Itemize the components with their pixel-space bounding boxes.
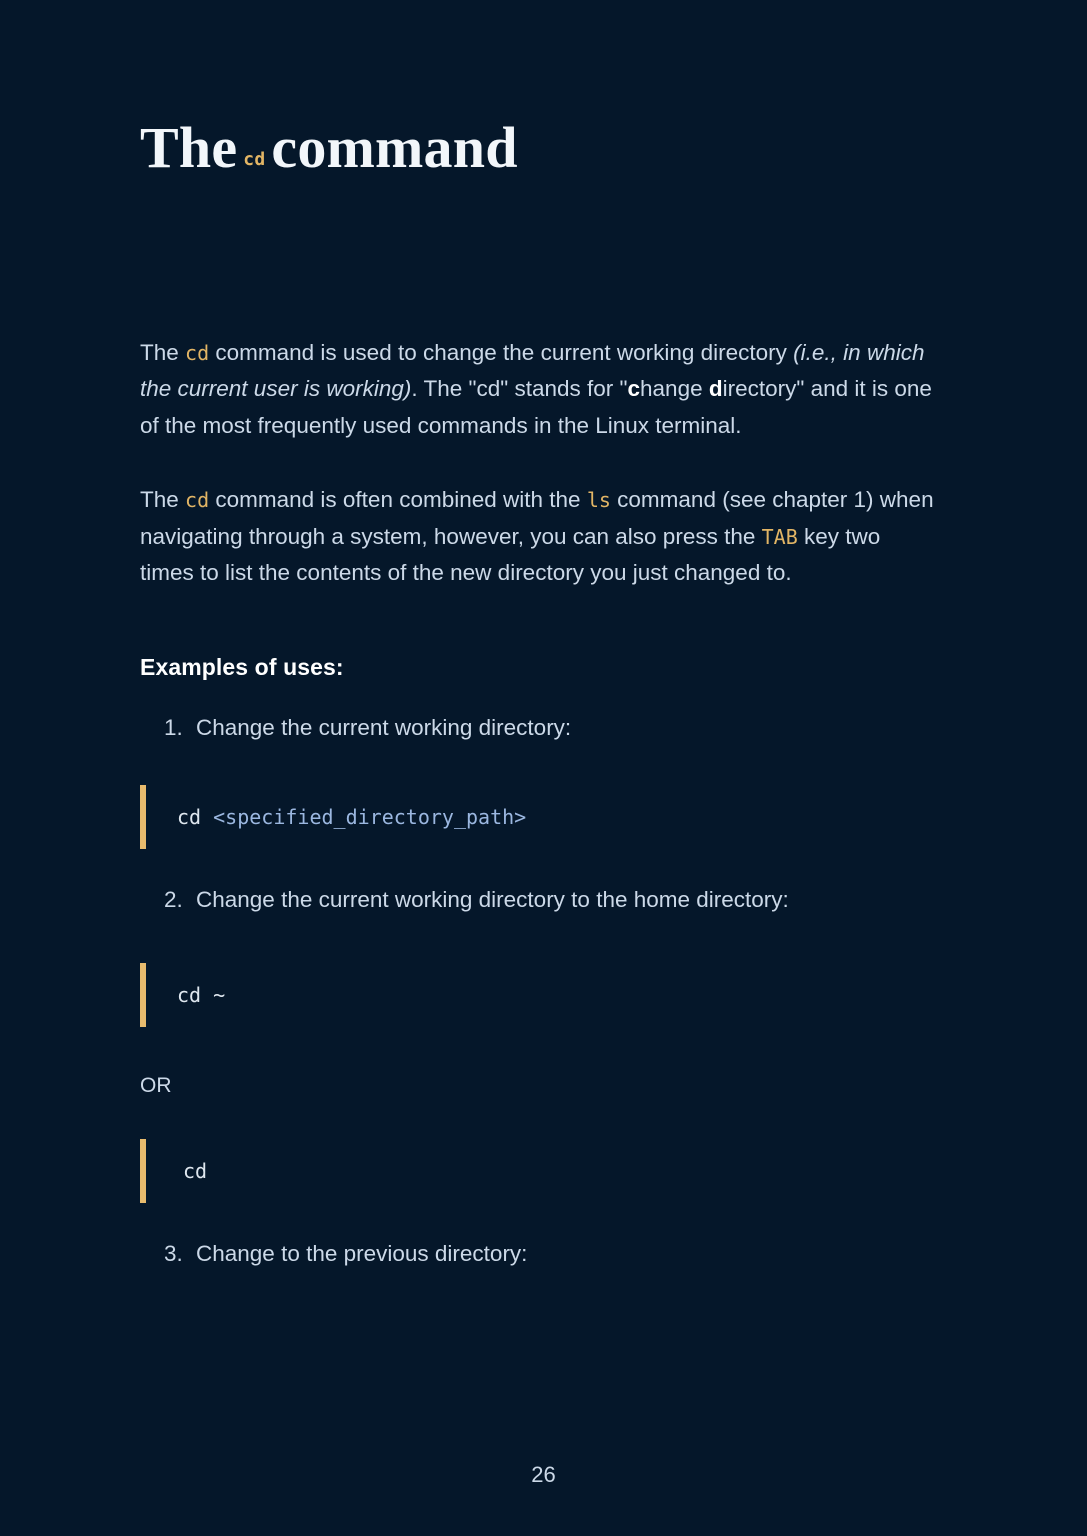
list-item: [164, 711, 947, 745]
list-item: [164, 883, 947, 917]
or-divider-label: OR: [140, 1073, 172, 1097]
intro-seg5: irectory" and it is one of the most frequently used commands in the Linux terminal.: [140, 376, 932, 438]
intro-italic: (i.e., in which the current user is working): [140, 339, 925, 402]
intro-seg2: command is used to change the current working directory: [209, 339, 794, 365]
inline-code-cd: cd: [185, 340, 210, 365]
list-item-label: Change to the previous directory:: [196, 1240, 528, 1266]
code-command: cd: [183, 1158, 208, 1183]
intro-bold-c: c: [627, 376, 641, 402]
code-block-content: [146, 803, 526, 831]
inline-code-tab: TAB: [761, 524, 798, 549]
list-marker: 3.: [164, 1240, 183, 1266]
intro-seg3: . The "cd" stands for ": [411, 376, 628, 402]
code-argument: <specified_directory_path>: [213, 804, 527, 829]
inline-code-cd-2: cd: [185, 488, 210, 513]
list-marker: 2.: [164, 886, 183, 912]
code-block-content: [146, 1157, 207, 1185]
list-item: [164, 1237, 947, 1271]
intro-seg1: The: [140, 339, 186, 365]
intro-seg4: hange: [640, 376, 709, 402]
page-title: [140, 0, 947, 179]
list-item-label: Change the current working directory to the home directory:: [196, 886, 789, 912]
code-block: [140, 785, 947, 849]
paragraph-combine: [140, 482, 940, 592]
code-block: [140, 1139, 947, 1203]
paragraph-intro: [140, 335, 940, 445]
section-heading-examples: Examples of uses:: [140, 653, 344, 680]
page-title-code: cd: [243, 149, 266, 170]
code-command: cd: [177, 804, 214, 829]
list-marker: 1.: [164, 714, 183, 740]
combine-seg3: command (see chapter 1) when navigating through a system, however, you can also press the: [140, 487, 934, 549]
code-command: cd ~: [177, 982, 226, 1007]
page-title-suffix: command: [271, 115, 518, 180]
code-block: [140, 963, 947, 1027]
intro-bold-d: d: [708, 376, 723, 402]
list-item-label: Change the current working directory:: [196, 714, 572, 740]
combine-seg4: key two times to list the contents of the new directory you just changed to.: [140, 523, 881, 586]
combine-seg1: The: [140, 487, 186, 513]
code-block-content: [146, 981, 225, 1009]
inline-code-ls: ls: [586, 488, 611, 513]
page-number: 26: [531, 1462, 556, 1487]
page-title-prefix: The: [140, 115, 238, 180]
combine-seg2: command is often combined with the: [209, 487, 587, 513]
